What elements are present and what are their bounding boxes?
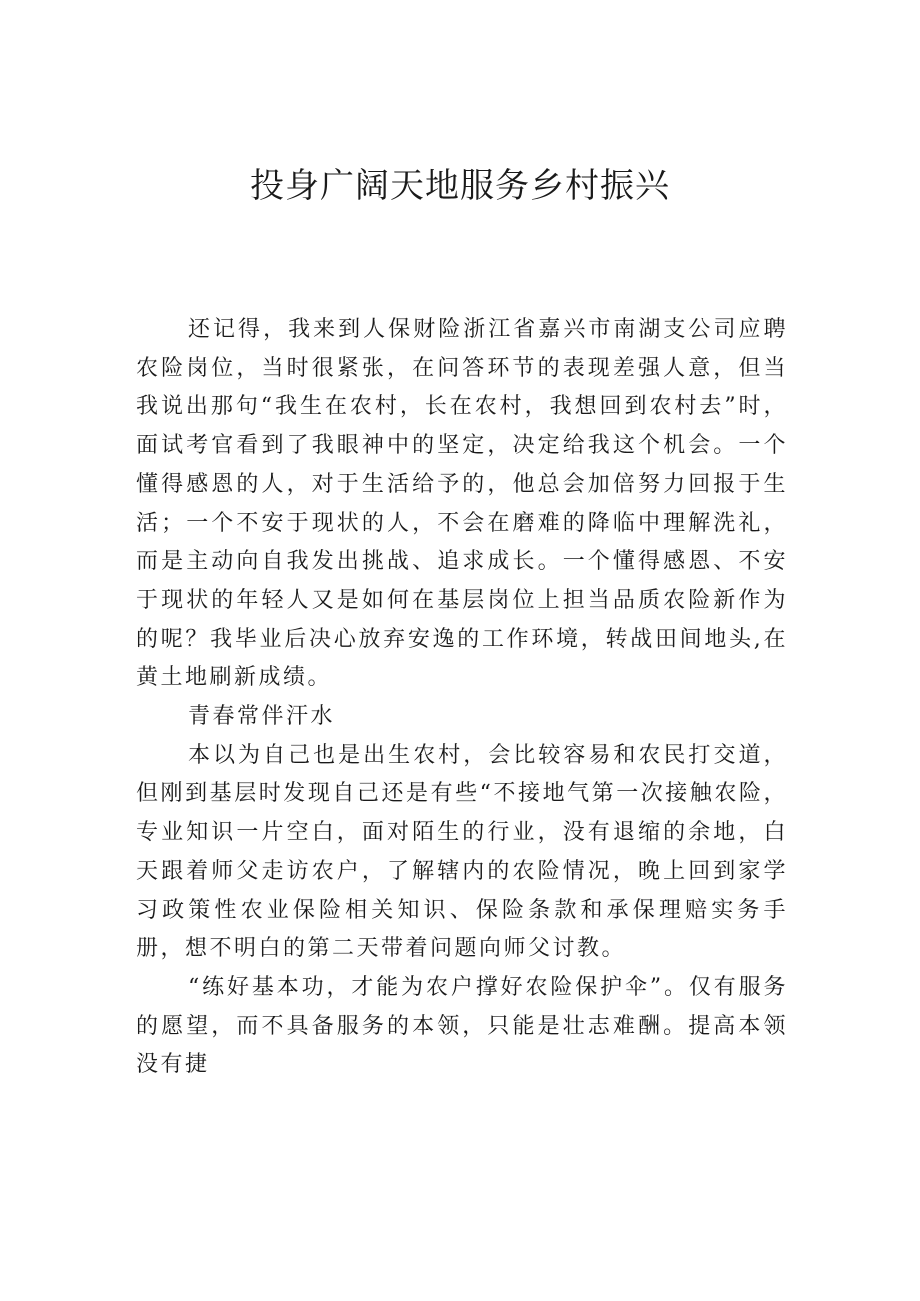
paragraph-basics: 本以为自己也是出生农村，会比较容易和农民打交道，但刚到基层时发现自己还是有些“不接地气第一次接触农险，专业知识一片空白，面对陌生的行业，没有退缩的余地，白天跟着师父走访农户，了解辖内的农险情况，晚上回到家学习政策性农业保险相关知识、保险条款和承保理赔实务手册，想不明白的第二天带着问题向师父讨教。: [136, 742, 788, 962]
document-title: 投身广阔天地服务乡村振兴: [250, 166, 670, 206]
paragraph-skills: “练好基本功，才能为农户撑好农险保护伞”。仅有服务的愿望，而不具备服务的本领，只能是壮志难酬。提高本领没有捷: [136, 974, 788, 1078]
paragraph-intro: 还记得，我来到人保财险浙江省嘉兴市南湖支公司应聘农险岗位，当时很紧张，在问答环节的表现差强人意，但当我说出那句“我生在农村，长在农村，我想回到农村去”时，面试考官看到了我眼神中的坚定，决定给我这个机会。一个懂得感恩的人，对于生活给予的，他总会加倍努力回报于生活；一个不安于现状的人，不会在磨难的降临中理解洗礼，而是主动向自我发出挑战、追求成长。一个懂得感恩、不安于现状的年轻人又是如何在基层岗位上担当品质农险新作为的呢？我毕业后决心放弃安逸的工作环境，转战田间地头,在黄土地刷新成绩。: [136, 317, 788, 691]
section-heading: 青春常伴汗水: [188, 704, 336, 730]
document-body: [136, 311, 788, 1085]
